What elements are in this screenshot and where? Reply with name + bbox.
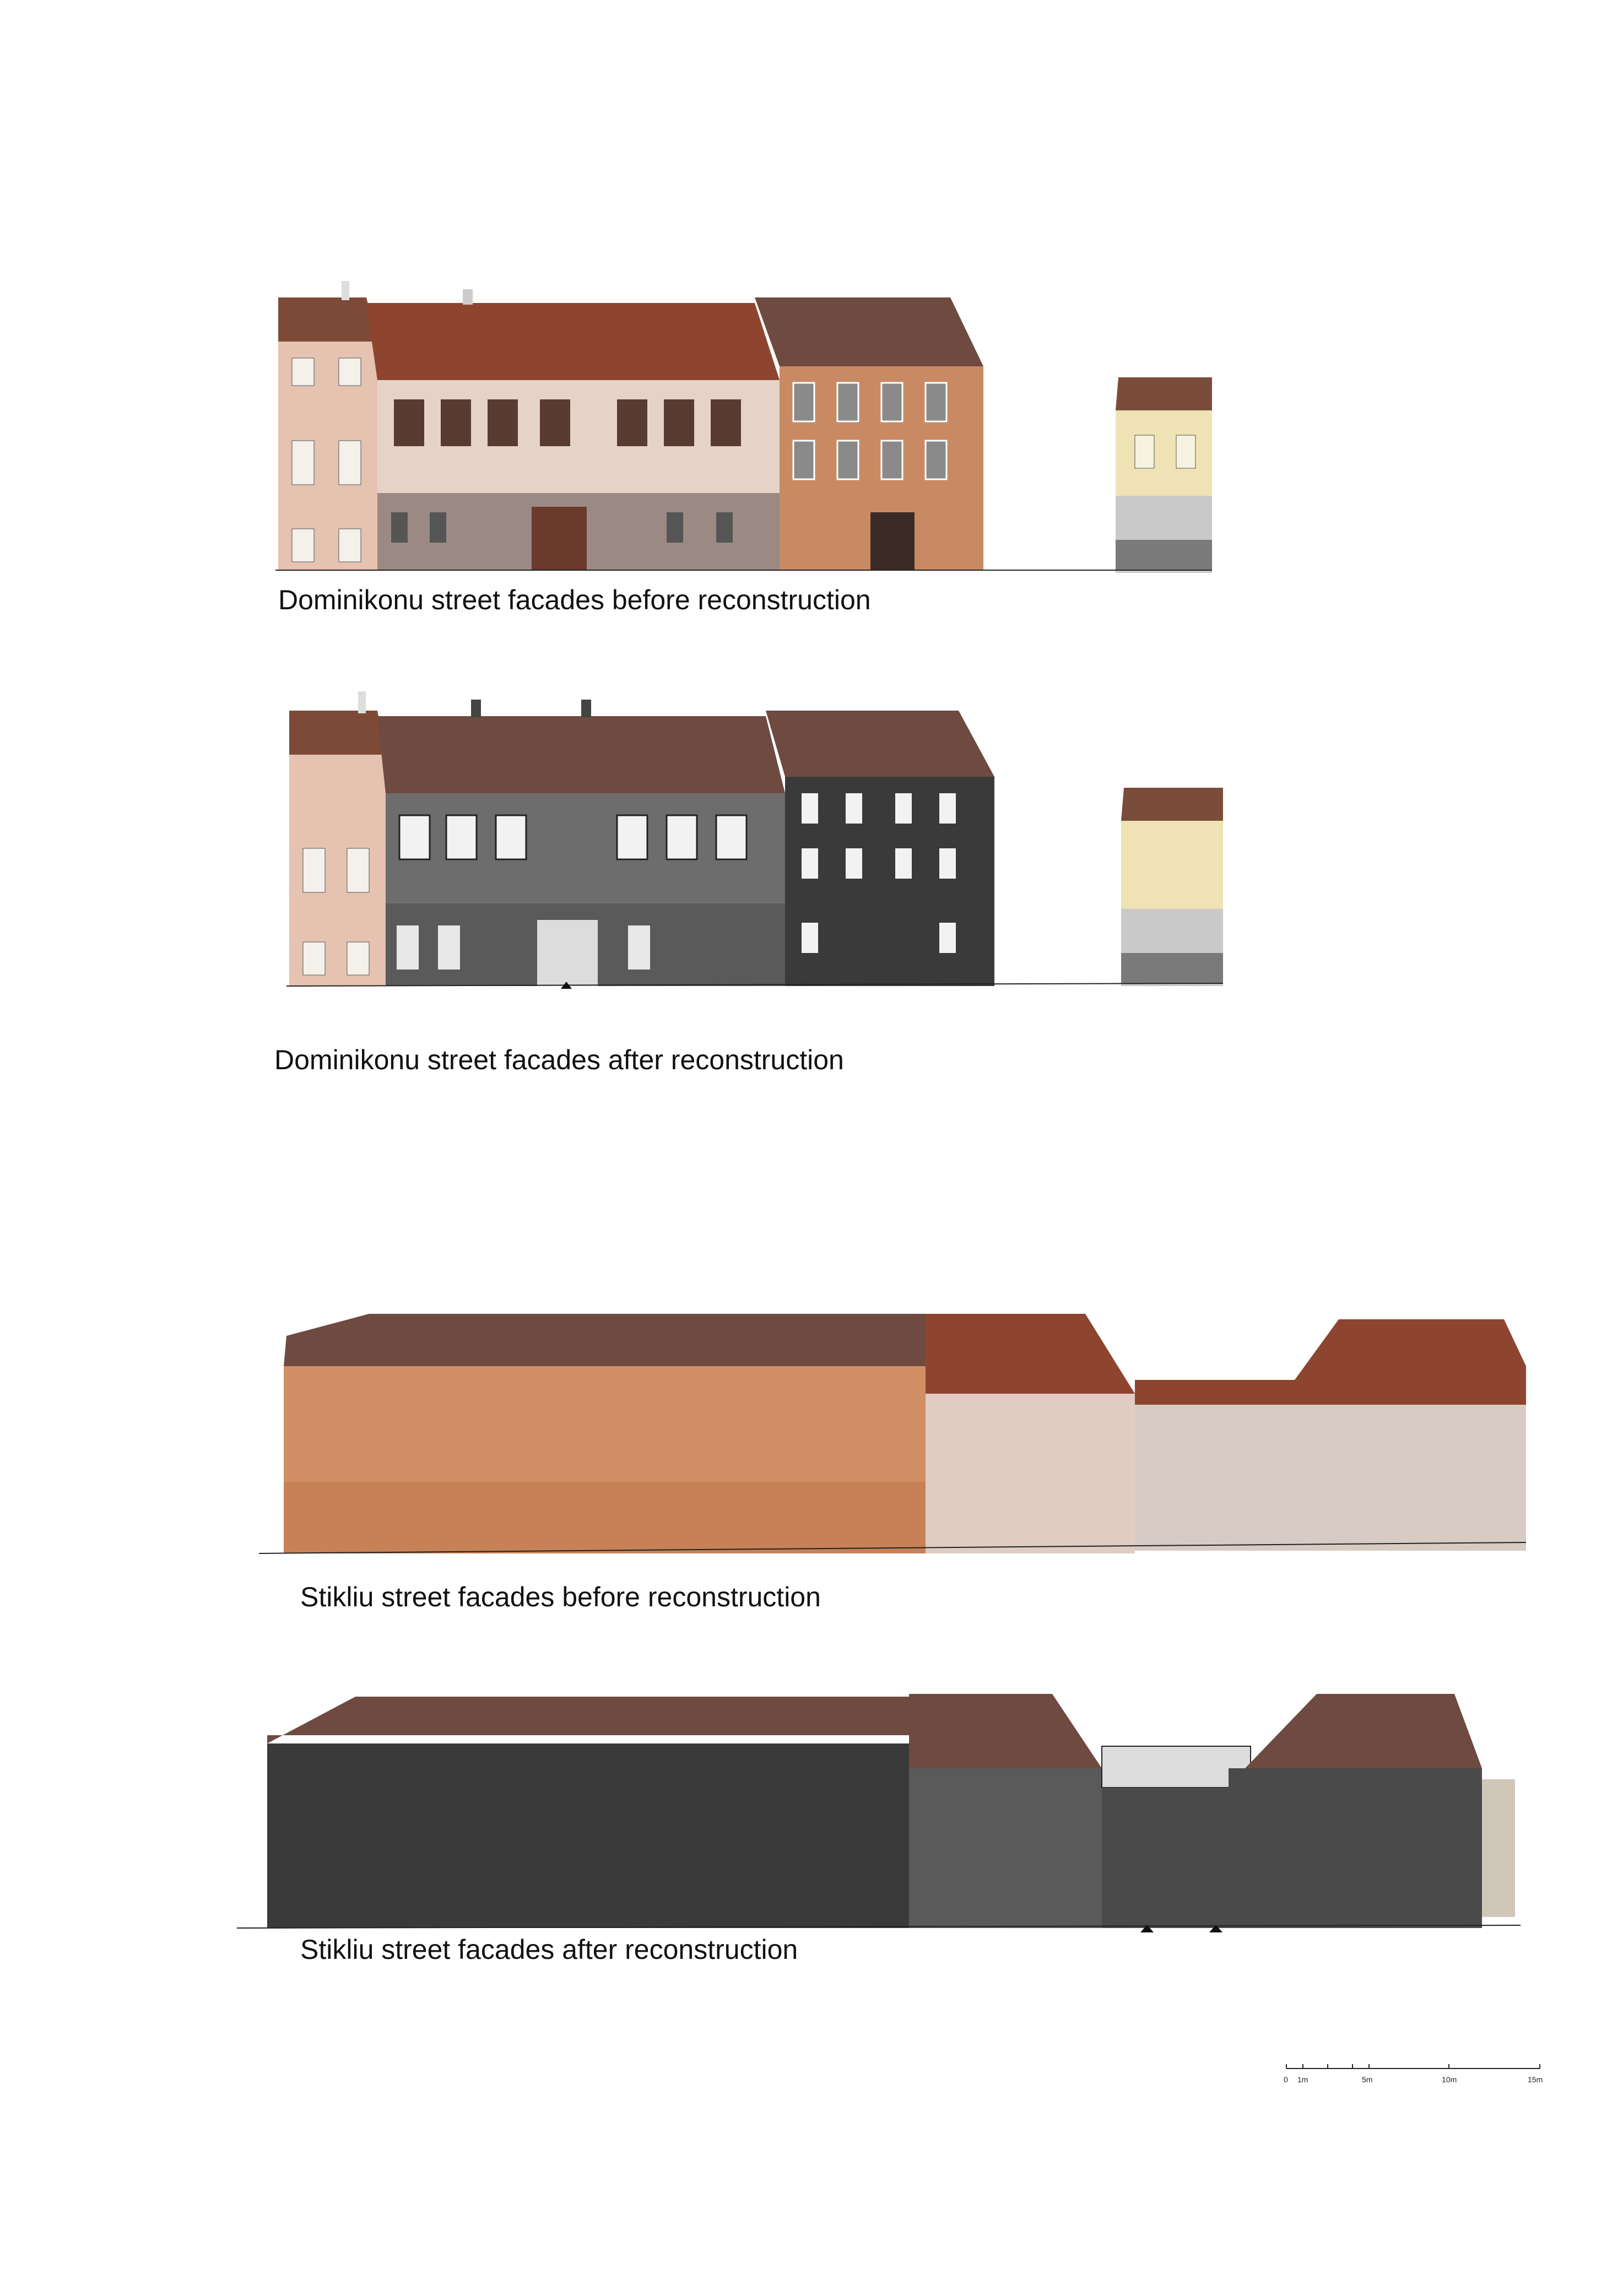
glass-link-building: [1102, 1746, 1251, 1928]
caption-dominikonu-before: Dominikonu street facades before reconstruction: [278, 584, 871, 615]
right-grey-building: [1135, 1319, 1526, 1551]
scale-label-15m: 15m: [1528, 2075, 1543, 2084]
orange-long-building: [284, 1314, 926, 1553]
dominikonu-after-elevation: [286, 689, 1240, 997]
scale-label-1m: 1m: [1297, 2075, 1308, 2084]
left-townhouse: [289, 691, 386, 986]
central-palace: [366, 289, 780, 570]
stikliu-before-elevation: [259, 1267, 1526, 1559]
ornate-corner-building: [766, 711, 994, 986]
central-palace: [377, 700, 785, 986]
dominikonu-before-elevation: [275, 275, 1229, 573]
right-dark-building: [1229, 1694, 1515, 1928]
caption-stikliu-after: Stikliu street facades after reconstruction: [300, 1934, 798, 1965]
stikliu-after-elevation: [237, 1653, 1521, 1934]
caption-stikliu-before: Stikliu street facades before reconstruction: [300, 1582, 821, 1612]
small-right-house: [1121, 788, 1223, 986]
scale-label-5m: 5m: [1362, 2075, 1373, 2084]
left-townhouse: [278, 281, 377, 570]
long-dark-building: [267, 1697, 909, 1928]
scale-bar: [1284, 2063, 1543, 2096]
caption-dominikonu-after: Dominikonu street facades after reconstruction: [274, 1044, 844, 1075]
middle-pink-building: [926, 1314, 1135, 1553]
scale-label-10m: 10m: [1442, 2075, 1457, 2084]
small-right-house: [1116, 377, 1212, 573]
ornate-corner-building: [755, 297, 983, 570]
scale-label-0: 0: [1284, 2075, 1288, 2084]
middle-dark-building: [909, 1694, 1102, 1928]
